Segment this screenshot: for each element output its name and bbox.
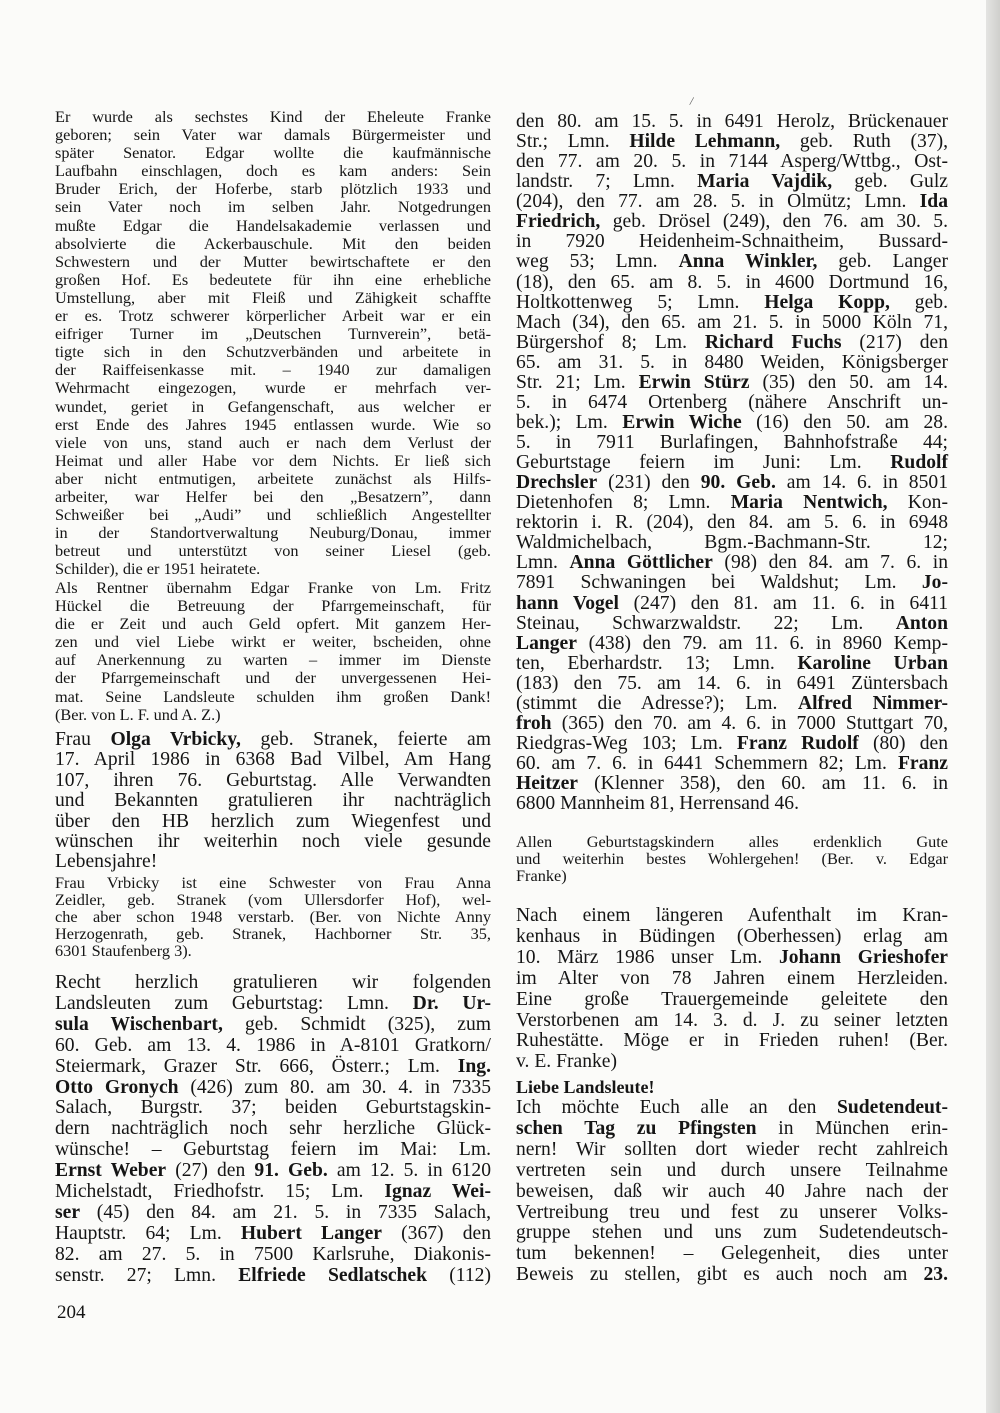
text-run: Als Rentner übernahm Edgar Franke von Lm. Fritz	[55, 578, 491, 597]
edgar-franke-retirement	[55, 579, 491, 724]
text-run: 5. in 7911 Burlafingen, Bahnhofstraße 44;	[516, 432, 948, 453]
text-line	[55, 994, 491, 1015]
text-run: vertreten sein und durch unsere Teilnahme	[516, 1159, 948, 1181]
text-run: Bürgershof 8; Lm.	[516, 331, 705, 353]
text-run: am 14. 6. in 8501	[775, 472, 948, 494]
text-run: (98) den 84. am 7. 6. in	[712, 552, 948, 574]
text-line	[516, 293, 948, 313]
scan-border	[986, 0, 1000, 1413]
text-run: beweisen, daß wir auch 40 Jahre nach der	[516, 1180, 948, 1202]
text-line	[516, 594, 948, 614]
bold-name: Helga Kopp,	[764, 291, 890, 313]
text-run: Schwestern und der Mutter bewirtschaftete er den	[55, 251, 491, 271]
text-run: 10. März 1986 unser Lm.	[516, 946, 779, 968]
text-run: Frau	[55, 729, 111, 750]
text-run: mat. Seine Landsleute schulden ihm großen Dank!	[55, 686, 491, 706]
text-run: tigte sich in den Schutzverbänden und arbeitete in	[55, 342, 491, 362]
text-line	[55, 852, 491, 872]
bold-name: Johann Grieshofer	[778, 946, 949, 968]
text-run: Holtkottenweg 5; Lmn.	[516, 291, 765, 313]
text-run: Steiermark, Grazer Str. 666, Österr.; Lm.	[55, 1055, 458, 1077]
text-line	[516, 674, 948, 694]
text-run: senstr. 27; Lmn.	[55, 1264, 239, 1286]
text-run: 107, ihren 76. Geburtstag. Alle Verwandten	[55, 769, 491, 791]
bold-name: Richard Fuchs	[704, 331, 842, 353]
text-run: wünsche! – Geburtstag feiern im Mai: Lm.	[55, 1139, 491, 1161]
text-run: eifriger Turner im „Deutschen Turnverein”, betä-	[55, 324, 491, 344]
text-run: (18), den 65. am 8. 5. in 4600 Dortmund 16,	[516, 271, 948, 293]
text-run: Mach (34), den 65. am 21. 5. in 5000 Köln 71,	[516, 311, 948, 333]
text-run: geb.	[889, 291, 948, 313]
text-line	[516, 212, 948, 232]
text-line	[55, 325, 491, 343]
text-line	[55, 253, 491, 271]
text-run: 5. in 6474 Ortenberg (nähere Anschrift un-	[516, 391, 948, 413]
text-line	[55, 470, 491, 488]
text-line	[516, 694, 948, 714]
text-line	[516, 634, 948, 654]
text-run: Heimat und aller Habe vor dem Nichts. Er ließ sich	[55, 450, 491, 470]
text-line	[55, 812, 491, 832]
text-run: (231) den	[597, 472, 701, 494]
text-line	[55, 560, 491, 578]
text-line	[516, 232, 948, 252]
text-line	[516, 393, 948, 413]
text-run: (365) den 70. am 4. 6. in 7000 Stuttgart 70,	[551, 712, 948, 734]
text-line	[55, 1161, 491, 1182]
text-line	[55, 307, 491, 325]
text-run: (80) den	[858, 732, 948, 754]
text-line	[55, 434, 491, 452]
text-line	[55, 1057, 491, 1078]
text-line	[516, 1140, 948, 1161]
text-line	[55, 180, 491, 198]
text-line	[516, 794, 948, 814]
birthday-list	[55, 973, 491, 1287]
text-line	[55, 289, 491, 307]
text-line	[55, 416, 491, 434]
bold-name: Langer	[516, 632, 577, 654]
text-run: arbeiter, war Helfer bei den „Besatzern”, dann	[55, 486, 491, 506]
text-line	[55, 908, 491, 925]
text-run: weg 53; Lmn.	[516, 251, 679, 273]
text-run: Franke)	[516, 866, 567, 885]
bold-name: sula Wischenbart,	[55, 1013, 223, 1035]
bold-name: Hilde Lehmann,	[629, 131, 781, 153]
text-line	[55, 1182, 491, 1203]
text-line	[516, 1223, 948, 1244]
text-run: 6800 Mannheim 81, Herrensand 46.	[516, 793, 799, 815]
text-run: 82. am 27. 5. in 7500 Karlsruhe, Diakonis-	[55, 1243, 491, 1265]
text-run: Wehrmacht eingezogen, wurde er mehrfach ver-	[55, 378, 491, 398]
text-line	[55, 235, 491, 253]
text-line	[516, 1098, 948, 1119]
page-number: 204	[57, 1302, 86, 1323]
text-run: Allen Geburtstagskindern alles erdenklich Gute	[516, 832, 948, 851]
text-run: (438) den 79. am 11. 6. in 8960 Kemp-	[576, 632, 948, 654]
text-line	[516, 353, 948, 373]
text-run: (204), den 77. am 28. 5. in Olmütz; Lmn.	[516, 191, 920, 213]
text-run: (stimmt die Adresse?); Lm.	[516, 692, 798, 714]
text-run: rektorin i. R. (204), den 84. am 5. 6. in 6948	[516, 512, 948, 534]
text-line	[55, 688, 491, 706]
text-line	[516, 969, 948, 990]
text-line	[516, 1052, 948, 1073]
text-run: v. E. Franke)	[516, 1051, 618, 1073]
bold-name: Alfred Nimmer-	[797, 692, 948, 714]
text-line	[516, 313, 948, 333]
text-run: Riedgras-Weg 103; Lm.	[516, 732, 737, 754]
text-run: (Klenner 358), den 60. am 11. 6. in	[578, 773, 948, 795]
text-line	[55, 791, 491, 811]
bold-name: Jo-	[921, 572, 948, 594]
text-run: Kon-	[887, 492, 948, 514]
text-run: Beweis zu stellen, gibt es auch noch am	[516, 1264, 924, 1286]
bold-name: Olga Vrbicky,	[110, 729, 241, 750]
bold-name: Elfriede Sedlatschek	[238, 1264, 428, 1286]
bold-name: Franz Rudolf	[736, 732, 859, 754]
text-run: (45) den 84. am 21. 5. in 7335 Salach,	[80, 1201, 491, 1223]
text-line	[55, 1036, 491, 1057]
text-line	[516, 906, 948, 927]
text-line	[55, 615, 491, 633]
text-run: über den HB herzlich zum Wiegenfest und	[55, 810, 491, 832]
text-line	[516, 774, 948, 794]
scan-speck: /	[688, 93, 695, 109]
text-run: dern nachträglich noch sehr herzliche Glück-	[55, 1118, 491, 1140]
text-line	[516, 333, 948, 353]
text-line	[55, 524, 491, 542]
text-line	[516, 132, 948, 152]
text-run: Umstellung, aber mit Fleiß und Zähigkeit schaffte	[55, 287, 491, 307]
text-run: (247) den 81. am 11. 6. in 6411	[618, 592, 948, 614]
text-line	[55, 126, 491, 144]
text-run: Herzogenrath, geb. Stranek, Hachborner Str. 35,	[55, 924, 491, 943]
text-line	[516, 833, 948, 850]
text-line	[55, 1203, 491, 1224]
text-run: kenhaus in Büdingen (Oberhessen) erlag am	[516, 925, 948, 947]
text-line	[516, 373, 948, 393]
text-run: und weiterhin bestes Wohlergehen! (Ber. v. Edgar	[516, 849, 948, 868]
text-run: (112)	[427, 1264, 491, 1286]
text-run: Str. 21; Lm.	[516, 371, 639, 393]
text-run: er es. Trotz schwerer körperlicher Arbeit war er ein	[55, 306, 491, 326]
text-run: der Raiffeisenkasse mit. – 1940 zur damaligen	[55, 360, 491, 380]
text-line	[516, 734, 948, 754]
text-run: betreut und unterstützt von seiner Liesel (geb.	[55, 541, 491, 561]
text-run: nern! Wir sollten dort wieder recht zahlreich	[516, 1138, 948, 1160]
text-run: geb. Stranek, feierte am	[240, 729, 491, 750]
text-run: Zeidler, geb. Stranek (vom Ullersdorfer Hof), wel-	[55, 890, 491, 909]
bold-name: Anton	[895, 612, 948, 634]
text-run: Michelstadt, Friedhofstr. 15; Lm.	[55, 1181, 385, 1203]
bold-name: Hubert Langer	[240, 1222, 382, 1244]
text-run: am 12. 5. in 6120	[327, 1160, 491, 1182]
text-run: Lmn.	[516, 552, 570, 574]
text-line	[516, 990, 948, 1011]
text-line	[516, 513, 948, 533]
text-run: gruppe stehen und uns zum Sudetendeutsch-	[516, 1222, 948, 1244]
text-line	[55, 361, 491, 379]
text-line	[516, 1203, 948, 1224]
text-line	[516, 573, 948, 593]
text-run: Vertreibung treu und fest zu unserer Volks-	[516, 1201, 948, 1223]
text-line	[55, 771, 491, 791]
text-line	[55, 874, 491, 891]
text-run: großen Hof. Es bedeutete für ihn eine erhebliche	[55, 269, 491, 289]
text-run: Eine große Trauergemeinde geleitete den	[516, 988, 948, 1010]
text-line	[55, 633, 491, 651]
bold-name: Drechsler	[516, 472, 598, 494]
text-run: (27) den	[166, 1160, 255, 1182]
text-line	[516, 172, 948, 192]
bold-name: Maria Vajdik,	[697, 171, 833, 193]
bold-name: froh	[516, 712, 552, 734]
text-run: Hückel die Betreuung der Pfarrgemeinschaft, für	[55, 596, 491, 616]
text-run: Frau Vrbicky ist eine Schwester von Frau Anna	[55, 873, 491, 892]
text-line	[516, 553, 948, 573]
obituary-johann-grieshofer	[516, 906, 948, 1073]
text-run: geb. Schmidt (325), zum	[222, 1013, 491, 1035]
text-line	[55, 1140, 491, 1161]
bold-name: Dr. Ur-	[412, 992, 491, 1014]
text-line	[516, 112, 948, 132]
appeal-heading: Liebe Landsleute!	[516, 1077, 655, 1097]
text-run: 6301 Staufenberg 3).	[55, 941, 192, 960]
text-line	[55, 1098, 491, 1119]
text-run: bek.); Lm.	[516, 411, 623, 433]
olga-vrbicky-birthday	[55, 730, 491, 873]
text-line	[516, 1031, 948, 1052]
bold-name: Sudetendeut-	[836, 1097, 948, 1118]
sudetendeutscher-tag-appeal	[516, 1098, 948, 1286]
bold-name: Otto Gronych	[55, 1076, 179, 1098]
text-run: (426) zum 80. am 30. 4. in 7335	[178, 1076, 491, 1098]
text-line	[55, 162, 491, 180]
text-line	[55, 271, 491, 289]
bold-name: Franz	[897, 753, 948, 774]
text-line	[516, 413, 948, 433]
text-run: in der Standortverwaltung Neuburg/Donau, immer	[55, 523, 491, 543]
text-line	[55, 1119, 491, 1140]
text-line	[55, 144, 491, 162]
text-run: (16) den 50. am 28.	[741, 411, 948, 433]
text-run: aber nicht entmutigen, arbeitete zunächst als Hilfs-	[55, 468, 491, 488]
text-run: und Bekannten gratulieren ihr nachträglich	[55, 790, 491, 812]
text-line	[516, 714, 948, 734]
text-run: Laufbahn einschlagen, doch es kam anders: Sein	[55, 161, 491, 181]
text-line	[55, 452, 491, 470]
text-line	[516, 1182, 948, 1203]
edgar-franke-biography	[55, 108, 491, 578]
text-run: geb. Ruth (37),	[780, 131, 948, 153]
bold-name: Ignaz Wei-	[384, 1181, 491, 1203]
text-line	[516, 754, 948, 774]
text-run: Er wurde als sechstes Kind der Eheleute Franke	[55, 107, 491, 126]
text-run: Ruhestätte. Möge er in Frieden ruhen! (Ber.	[516, 1030, 948, 1052]
text-line	[55, 669, 491, 687]
bold-name: ser	[55, 1201, 81, 1223]
bold-name: Erwin Stürz	[638, 371, 750, 393]
text-run: Nach einem längeren Aufenthalt im Kran-	[516, 905, 948, 926]
text-run: den 77. am 20. 5. in 7144 Asperg/Wttbg., Ost-	[516, 151, 948, 173]
text-line	[516, 927, 948, 948]
bold-name: Anna Göttlicher	[569, 552, 713, 574]
text-run: Landsleuten zum Geburtstag: Lmn.	[55, 992, 413, 1014]
bold-name: Friedrich,	[516, 211, 601, 233]
text-line	[55, 379, 491, 397]
text-line	[55, 1015, 491, 1036]
text-run: (35) den 50. am 14.	[749, 371, 948, 393]
text-run: geb. Langer	[817, 251, 949, 273]
text-line	[55, 925, 491, 942]
bold-name: 90. Geb.	[700, 472, 776, 494]
bold-name: Ing.	[457, 1055, 491, 1077]
text-run: Recht herzlich gratulieren wir folgenden	[55, 972, 491, 993]
text-line	[55, 832, 491, 852]
text-run: Waldmichelbach, Bgm.-Bachmann-Str. 12;	[516, 532, 948, 554]
text-run: wünschen ihr weiterhin noch viele gesunde	[55, 831, 491, 853]
text-line	[516, 493, 948, 513]
text-run: 60. Geb. am 13. 4. 1986 in A-8101 Gratkorn/	[55, 1034, 491, 1056]
text-line	[55, 891, 491, 908]
text-run: wundet, geriet in Gefangenschaft, aus welcher er	[55, 396, 491, 416]
text-run: Steinau, Schwarzwaldstr. 22; Lm.	[516, 612, 896, 634]
bold-name: Karoline Urban	[797, 652, 948, 674]
text-line	[516, 273, 948, 293]
text-line	[516, 192, 948, 212]
text-line	[55, 730, 491, 750]
bold-name: hann Vogel	[516, 592, 619, 614]
text-line	[55, 1078, 491, 1099]
text-line	[55, 198, 491, 216]
text-line	[55, 706, 491, 724]
text-line	[516, 1265, 948, 1286]
text-line	[55, 750, 491, 770]
text-run: die er Zeit und auch Geld opfert. Mit ganzem Her-	[55, 614, 491, 634]
text-line	[516, 473, 948, 493]
text-run: (Ber. von L. F. und A. Z.)	[55, 704, 221, 724]
bold-name: 91. Geb.	[254, 1160, 328, 1182]
text-run: 60. am 7. 6. in 6441 Schemmern 82; Lm.	[516, 753, 898, 774]
text-run: zen und viel Liebe wirkt er weiter, bscheiden, ohne	[55, 632, 491, 652]
text-run: der Pfarrgemeinschaft und der unvergessenen Hei-	[55, 668, 491, 688]
text-run: Ich möchte Euch alle an den	[516, 1097, 837, 1118]
bold-name: Heitzer	[516, 773, 578, 795]
text-run: absolvierte die Ackerbauschule. Mit den beiden	[55, 233, 491, 253]
text-line	[55, 108, 491, 126]
text-run: geboren; sein Vater war damals Bürgermeister und	[55, 125, 491, 145]
bold-name: Ernst Weber	[55, 1160, 167, 1182]
text-line	[55, 651, 491, 669]
text-line	[55, 579, 491, 597]
text-line	[516, 850, 948, 867]
text-run: Bruder Erich, der Hoferbe, starb plötzlich 1933 und	[55, 179, 491, 199]
text-run: Str.; Lmn.	[516, 131, 630, 153]
text-line	[516, 1011, 948, 1032]
text-line	[55, 1245, 491, 1266]
text-run: in 7920 Heidenheim-Schnaitheim, Bussard-	[516, 231, 948, 253]
text-line	[55, 506, 491, 524]
bold-name: schen Tag zu Pfingsten	[516, 1117, 757, 1139]
olga-vrbicky-note	[55, 874, 491, 959]
text-run: erst Ende des Jahres 1945 entlassen wurde. Wie so	[55, 414, 491, 434]
text-run: auf Anerkennung zu warten – immer im Dienste	[55, 650, 491, 670]
bold-name: 23.	[923, 1264, 948, 1286]
text-line	[55, 1266, 491, 1287]
text-run: Dietenhofen 8; Lmn.	[516, 492, 731, 514]
text-run: Salach, Burgstr. 37; beiden Geburtstagskin-	[55, 1097, 491, 1119]
text-run: landstr. 7; Lmn.	[516, 171, 698, 193]
text-run: 7891 Schwaningen bei Waldshut; Lm.	[516, 572, 922, 594]
text-run: (367) den	[381, 1222, 492, 1244]
text-run: Verstorbenen am 14. 3. d. J. zu seiner letzten	[516, 1009, 948, 1031]
text-line	[55, 343, 491, 361]
text-line	[55, 488, 491, 506]
text-run: sein Vater noch im selben Jahr. Notgedrungen	[55, 197, 491, 217]
text-run: (183) den 75. am 14. 6. in 6491 Züntersbach	[516, 672, 948, 694]
text-line	[516, 948, 948, 969]
text-run: che aber schon 1948 verstarb. (Ber. von Nichte Anny	[55, 907, 491, 926]
text-line	[516, 867, 948, 884]
birthday-wishes	[516, 833, 948, 884]
text-line	[55, 973, 491, 994]
text-run: Hauptstr. 64; Lm.	[55, 1222, 241, 1244]
text-run: mußte Edgar die Handelsakademie verlassen und	[55, 215, 491, 235]
text-run: geb. Drösel (249), den 76. am 30. 5.	[600, 211, 948, 233]
text-run: Lebensjahre!	[55, 851, 158, 873]
text-line	[55, 542, 491, 560]
text-run: den 80. am 15. 5. in 6491 Herolz, Brückenauer	[516, 111, 948, 132]
bold-name: Ida	[919, 191, 948, 213]
text-run: geb. Gulz	[832, 171, 948, 193]
bold-name: Rudolf	[890, 452, 948, 474]
text-line	[516, 433, 948, 453]
text-run: ten, Eberhardstr. 13; Lmn.	[516, 652, 798, 674]
text-line	[55, 1224, 491, 1245]
text-line	[516, 1119, 948, 1140]
bold-name: Anna Winkler,	[678, 251, 818, 273]
text-run: Geburtstage feiern im Juni: Lm.	[516, 452, 891, 474]
text-run: 17. April 1986 in 6368 Bad Vilbel, Am Hang	[55, 749, 491, 771]
text-run: 65. am 31. 5. in 8480 Weiden, Königsberger	[516, 351, 948, 373]
text-run: Schilder), die er 1951 heiratete.	[55, 559, 261, 579]
text-run: in München erin-	[756, 1117, 948, 1139]
text-line	[516, 533, 948, 553]
text-run: später Senator. Edgar wollte die kaufmännische	[55, 143, 491, 163]
text-run: tum bekennen! – Gelegenheit, dies unter	[516, 1243, 948, 1265]
text-line	[55, 942, 491, 959]
text-line	[55, 217, 491, 235]
text-line	[55, 597, 491, 615]
text-line	[55, 398, 491, 416]
text-run: (217) den	[841, 331, 949, 353]
text-run: im Alter von 78 Jahren einem Herzleiden.	[516, 967, 948, 989]
bold-name: Maria Nentwich,	[730, 492, 888, 514]
birthday-list-continued	[516, 112, 948, 814]
text-line	[516, 654, 948, 674]
text-run: Schweißer bei „Audi” und schließlich Angestellter	[55, 505, 491, 525]
bold-name: Erwin Wiche	[622, 411, 742, 433]
text-line	[516, 614, 948, 634]
text-line	[516, 252, 948, 272]
text-line	[516, 1161, 948, 1182]
text-line	[516, 453, 948, 473]
text-line	[516, 152, 948, 172]
text-line	[516, 1244, 948, 1265]
text-run: viele von uns, stand auch er nach dem Verlust der	[55, 432, 491, 452]
